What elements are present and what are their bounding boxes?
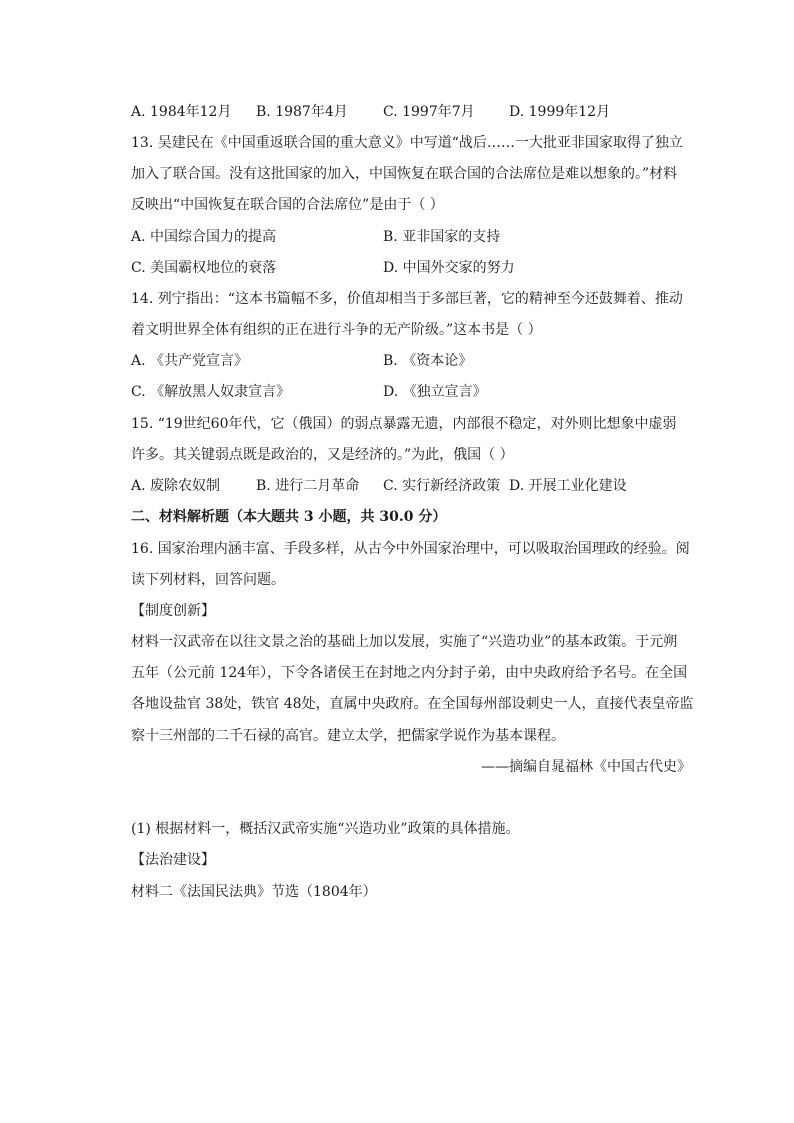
q13-stem-line-1: 13. 吴建民在《中国重返联合国的重大意义》中写道“战后……一大批亚非国家取得了独立: [131, 135, 683, 151]
q12-option-d: D. 1999年12月: [509, 104, 611, 120]
q13-option-d: D. 中国外交家的努力: [383, 260, 515, 276]
q16-tag-rule-of-law: 【法治建设】: [131, 852, 215, 868]
q15-stem-line-2: 许多。其关键弱点既是政治的，又是经济的。”为此，俄国（ ）: [131, 447, 514, 463]
q13-stem-line-2: 加入了联合国。没有这批国家的加入，中国恢复在联合国的合法席位是难以想象的。”材料: [131, 166, 678, 182]
q14-option-a: A. 《共产党宣言》: [131, 353, 249, 369]
q16-material1-source: ——摘编自晁福林《中国古代史》: [481, 759, 691, 775]
q13-option-a: A. 中国综合国力的提高: [131, 229, 277, 245]
q14-stem-line-1: 14. 列宁指出：“这本书篇幅不多，价值却相当于多部巨著，它的精神至今还鼓舞着、推动: [131, 291, 683, 307]
q13-option-c: C. 美国霸权地位的衰落: [131, 260, 277, 276]
q16-subquestion-1: (1) 根据材料一，概括汉武帝实施“兴造功业”政策的具体措施。: [131, 821, 520, 837]
q15-option-a: A. 废除农奴制: [131, 478, 221, 494]
q15-option-b: B. 进行二月革命: [256, 478, 360, 494]
q12-option-c: C. 1997年7月: [383, 104, 475, 120]
q16-material1-line-2: 五年（公元前 124年），下令各诸侯王在封地之内分封子弟，由中央政府给予名号。在全国: [131, 665, 688, 681]
q12-option-a: A. 1984年12月: [131, 104, 232, 120]
q16-stem-line-2: 读下列材料，回答问题。: [131, 572, 285, 588]
q16-stem-line-1: 16. 国家治理内涵丰富、手段多样，从古今中外国家治理中，可以吸取治国理政的经验。阅: [131, 541, 690, 557]
q13-option-b: B. 亚非国家的支持: [383, 229, 501, 245]
q14-option-c: C. 《解放黑人奴隶宣言》: [131, 384, 291, 400]
q14-stem-line-2: 着文明世界全体有组织的正在进行斗争的无产阶级。”这本书是（ ）: [131, 322, 542, 338]
q13-stem-line-3: 反映出“中国恢复在联合国的合法席位”是由于（ ）: [131, 197, 444, 213]
q12-option-b: B. 1987年4月: [256, 104, 348, 120]
q16-material1-line-4: 察十三州部的二千石禄的高官。建立太学，把儒家学说作为基本课程。: [131, 728, 565, 744]
q14-option-b: B. 《资本论》: [383, 353, 473, 369]
q16-tag-institution: 【制度创新】: [131, 603, 215, 619]
q16-material2-title: 材料二《法国民法典》节选（1804年）: [131, 884, 377, 900]
q15-option-d: D. 开展工业化建设: [509, 478, 627, 494]
q16-material1-line-3: 各地设盐官 38处，铁官 48处，直属中央政府。在全国每州部设刺史一人，直接代表皇帝监: [131, 696, 694, 712]
q15-option-c: C. 实行新经济政策: [383, 478, 501, 494]
section-heading: 二、材料解析题（本大题共 3 小题，共 30.0 分）: [131, 509, 447, 525]
q16-material1-line-1: 材料一汉武帝在以往文景之治的基础上加以发展，实施了“兴造功业”的基本政策。于元朔: [131, 634, 678, 650]
q14-option-d: D. 《独立宣言》: [383, 384, 487, 400]
q15-stem-line-1: 15. “19世纪60年代，它（俄国）的弱点暴露无遗，内部很不稳定，对外则比想象中虚弱: [131, 416, 677, 432]
